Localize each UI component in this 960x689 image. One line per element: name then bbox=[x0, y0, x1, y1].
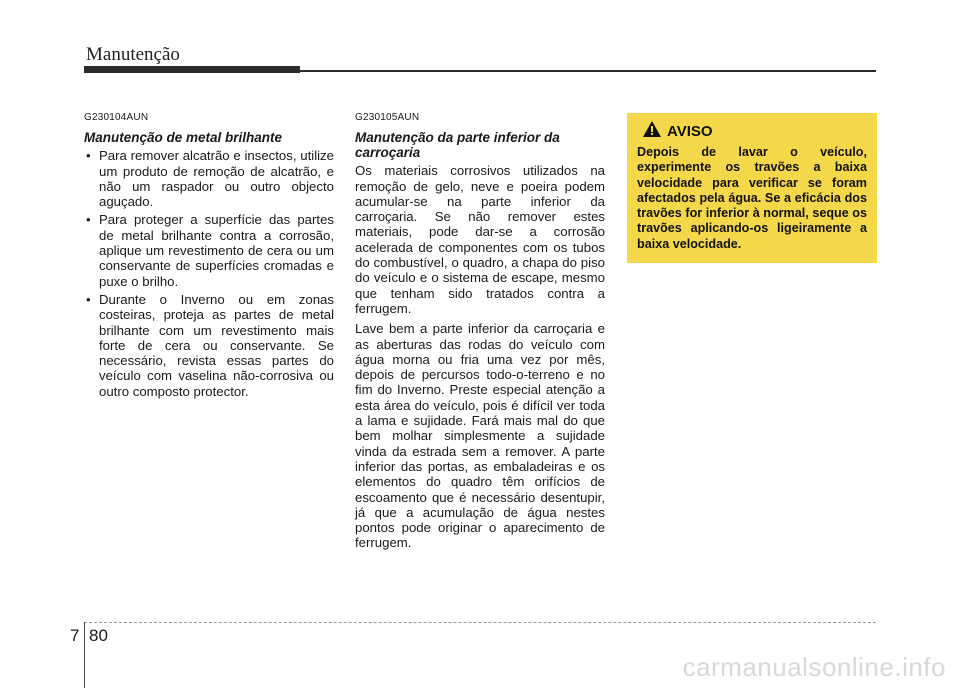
warning-box bbox=[627, 113, 877, 263]
section-subheading: Manutenção de metal brilhante bbox=[84, 130, 283, 146]
header-rule-thin bbox=[300, 70, 876, 72]
column-shiny-metal bbox=[84, 110, 334, 402]
warning-text: Depois de lavar o veículo, experimente os travões a baixa velocidade para verificar se foram afectados pela água. Se a eficácia dos travões for inferior à normal, seque os travões aplicando-os ligeiramente a baixa velocidade. bbox=[637, 145, 867, 251]
page-number: 80 bbox=[89, 626, 108, 645]
warning-header bbox=[643, 121, 867, 142]
warning-triangle-icon bbox=[643, 121, 661, 142]
bullet-list bbox=[84, 148, 334, 399]
footer-divider bbox=[84, 622, 876, 624]
section-number: 7 bbox=[70, 626, 80, 645]
bullet-item: • Para proteger a superfície das partes de metal brilhante contra a corrosão, aplique um revestimento de cera ou um conservante de superfícies cromadas e puxe o brilho. bbox=[84, 212, 334, 288]
page-header-title: Manutenção bbox=[86, 44, 180, 65]
footer-vertical-rule bbox=[84, 622, 85, 688]
column-underbody bbox=[355, 110, 605, 556]
section-code: G230105AUN bbox=[355, 112, 420, 123]
watermark: carmanualsonline.info bbox=[682, 652, 946, 682]
paragraph: Os materiais corrosivos utilizados na remoção de gelo, neve e poeira podem acumular-se na parte inferior da carroçaria. Se não remover estes materiais, pode dar-se a corrosão acelerada de componentes com os tubos do combustível, o quadro, a chapa do piso do veículo e o sistema de escape, mesmo que tenham sido tratados contra a ferrugem. bbox=[355, 163, 605, 316]
paragraph: Lave bem a parte inferior da carroçaria e as aberturas das rodas do veículo com água morna ou fria uma vez por mês, depois de percursos todo-o-terreno e no fim do Inverno. Preste especial atenção a esta área do veículo, pois é difícil ver toda a lama e sujidade. Fará mais mal do que bem molhar simplesmente a sujidade vinda da estrada sem a remover. A parte inferior das portas, as embaladeiras e os elementos do quadro têm orifícios de escoamento que é necessário desentupir, já que a acumulação de água nestes pontos pode originar o aparecimento de ferrugem. bbox=[355, 321, 605, 551]
section-subheading: Manutenção da parte inferior da carroçaria bbox=[355, 130, 560, 161]
section-code: G230104AUN bbox=[84, 112, 149, 123]
warning-title: AVISO bbox=[667, 123, 713, 140]
bullet-item: • Para remover alcatrão e insectos, utilize um produto de remoção de alcatrão, e não um raspador ou outro objecto aguçado. bbox=[84, 148, 334, 209]
header-rule-thick bbox=[84, 66, 300, 73]
bullet-item: • Durante o Inverno ou em zonas costeiras, proteja as partes de metal brilhante com um revestimento mais forte de cera ou conservante. Se necessário, revista essas partes do veículo com vaselina não-corrosiva ou outro composto protector. bbox=[84, 292, 334, 399]
